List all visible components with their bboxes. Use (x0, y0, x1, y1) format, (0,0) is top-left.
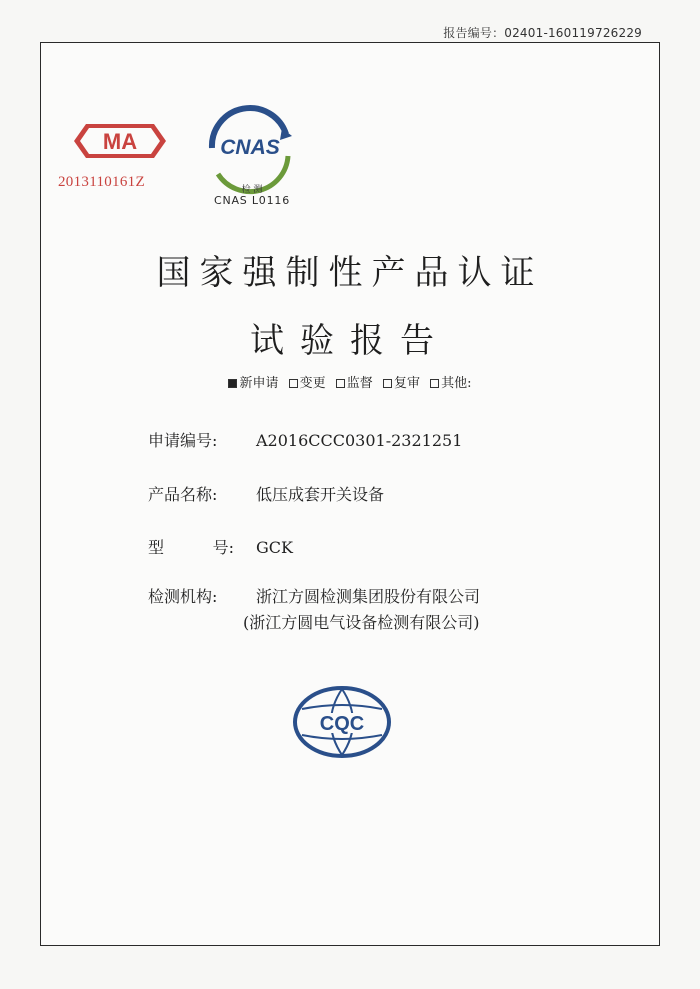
option-review[interactable] (383, 372, 420, 391)
field-value: GCK (256, 538, 293, 557)
checkbox-empty-icon (289, 379, 298, 388)
field-label: 申请编号: (148, 431, 218, 450)
field-application-no (148, 428, 462, 451)
field-label: 检测机构: (148, 587, 218, 606)
checkbox-empty-icon (336, 379, 345, 388)
field-testing-org-line2: (浙江方圆电气设备检测有限公司) (243, 613, 480, 632)
title-line-2: 试验报告 (250, 321, 450, 361)
cqc-logo-text: CQC (319, 713, 365, 735)
option-label: 新申请 (239, 376, 279, 391)
cnas-code: CNAS L0116 (213, 194, 291, 207)
field-product-name (148, 482, 384, 505)
checkbox-empty-icon (383, 379, 392, 388)
cnas-logo-text: CNAS (220, 136, 280, 159)
field-value: 低压成套开关设备 (256, 485, 385, 504)
option-change[interactable] (289, 372, 326, 391)
field-value: A2016CCC0301-2321251 (256, 431, 463, 450)
option-label: 其他: (441, 376, 472, 391)
checkbox-checked-icon (228, 379, 237, 388)
option-new-application[interactable] (228, 372, 278, 391)
report-number: 报告编号：02401-160119726229 (443, 26, 642, 40)
checkbox-empty-icon (430, 379, 439, 388)
option-label: 变更 (299, 376, 326, 391)
option-label: 复审 (393, 376, 420, 391)
cma-logo (70, 118, 170, 164)
field-value: 浙江方圆检测集团股份有限公司 (256, 587, 481, 606)
option-other[interactable] (430, 372, 471, 391)
option-label: 监督 (346, 376, 373, 391)
field-model (148, 535, 293, 558)
field-label: 型 号: (148, 538, 234, 557)
title-line-1: 国家强制性产品认证 (156, 253, 544, 293)
field-label: 产品名称: (148, 485, 218, 504)
cma-logo-text: MA (102, 129, 138, 154)
cma-number: 2013110161Z (58, 174, 145, 190)
cnas-sub-label: 检 测 (241, 185, 263, 195)
option-supervision[interactable] (336, 372, 373, 391)
field-testing-org (148, 584, 480, 607)
cqc-logo (292, 685, 392, 760)
report-type-options (0, 372, 700, 391)
